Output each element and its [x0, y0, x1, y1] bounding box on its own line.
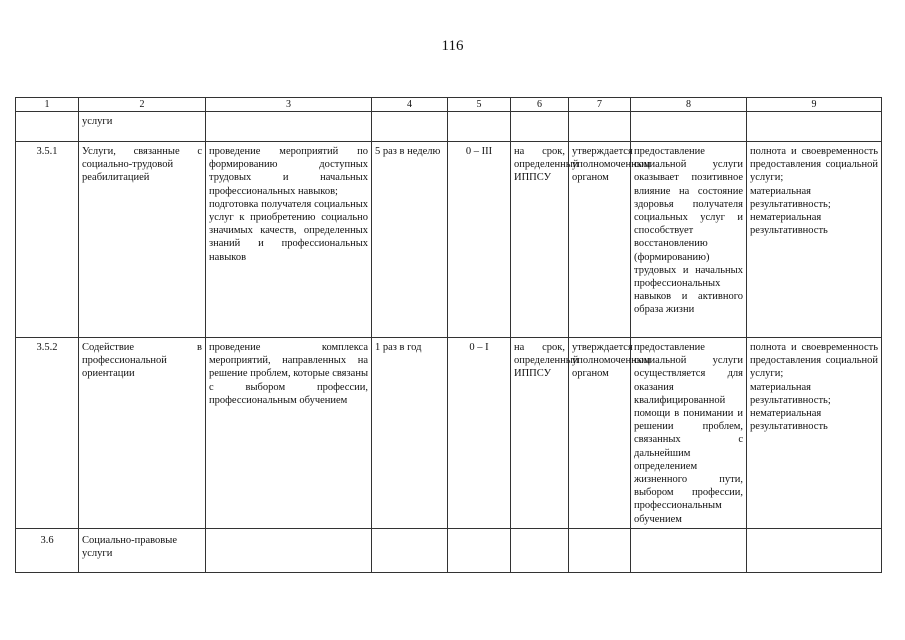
group — [448, 528, 511, 572]
services-table — [15, 97, 882, 573]
indicators — [747, 528, 882, 572]
conditions: предоставление социальной услуги оказывает позитивное влияние на состояние здоровья получателя социальных услуг и способствует восстановлению (формированию) трудовых и начальных профессиональных навыков и активного образа жизни — [631, 142, 747, 338]
col-header: 6 — [511, 98, 569, 112]
row-number: 3.6 — [16, 528, 79, 572]
tariff — [569, 528, 631, 572]
group — [448, 112, 511, 142]
page-number: 116 — [441, 38, 464, 54]
service-content: проведение мероприятий по формированию доступных трудовых и начальных профессиональных навыков; подготовка получателя социальных услуг к приобретению социально значимых качеств, определенных знаний и профессиональных навыков — [206, 142, 372, 338]
indicators: полнота и своевременность предоставления социальной услуги; материальная результативность; нематериальная результативность — [747, 338, 882, 529]
service-content — [206, 112, 372, 142]
service-name: Услуги, связанные с социально-трудовой реабилитацией — [79, 142, 206, 338]
service-name: Социально-правовые услуги — [79, 528, 206, 572]
term: на срок, определенный ИППСУ — [511, 142, 569, 338]
indicators: полнота и своевременность предоставления социальной услуги; материальная результативность; нематериальная результативность — [747, 142, 882, 338]
col-header: 4 — [372, 98, 448, 112]
conditions — [631, 528, 747, 572]
conditions: предоставление социальной услуги осуществляется для оказания квалифицированной помощи в понимании и решении проблем, связанных с дальнейшим определением жизненного пути, выбором профессии, профессиональным обучением — [631, 338, 747, 529]
frequency: 1 раз в год — [372, 338, 448, 529]
tariff: утверждается уполномоченным органом — [569, 142, 631, 338]
tariff — [569, 112, 631, 142]
term — [511, 112, 569, 142]
col-header: 5 — [448, 98, 511, 112]
table-row — [16, 142, 882, 338]
group: 0 – I — [448, 338, 511, 529]
row-number: 3.5.2 — [16, 338, 79, 529]
col-header: 2 — [79, 98, 206, 112]
term — [511, 528, 569, 572]
table-row — [16, 338, 882, 529]
frequency — [372, 112, 448, 142]
group: 0 – III — [448, 142, 511, 338]
service-name: услуги — [79, 112, 206, 142]
frequency: 5 раз в неделю — [372, 142, 448, 338]
frequency — [372, 528, 448, 572]
service-name: Содействие в профессиональной ориентации — [79, 338, 206, 529]
conditions — [631, 112, 747, 142]
col-header: 3 — [206, 98, 372, 112]
table-row — [16, 112, 882, 142]
header-row — [16, 98, 882, 112]
service-content — [206, 528, 372, 572]
col-header: 9 — [747, 98, 882, 112]
col-header: 7 — [569, 98, 631, 112]
row-number — [16, 112, 79, 142]
term: на срок, определенный ИППСУ — [511, 338, 569, 529]
indicators — [747, 112, 882, 142]
row-number: 3.5.1 — [16, 142, 79, 338]
table-row — [16, 528, 882, 572]
tariff: утверждается уполномоченным органом — [569, 338, 631, 529]
col-header: 8 — [631, 98, 747, 112]
service-content: проведение комплекса мероприятий, направленных на решение проблем, которые связаны с выбором профессии, профессиональным обучением — [206, 338, 372, 529]
col-header: 1 — [16, 98, 79, 112]
